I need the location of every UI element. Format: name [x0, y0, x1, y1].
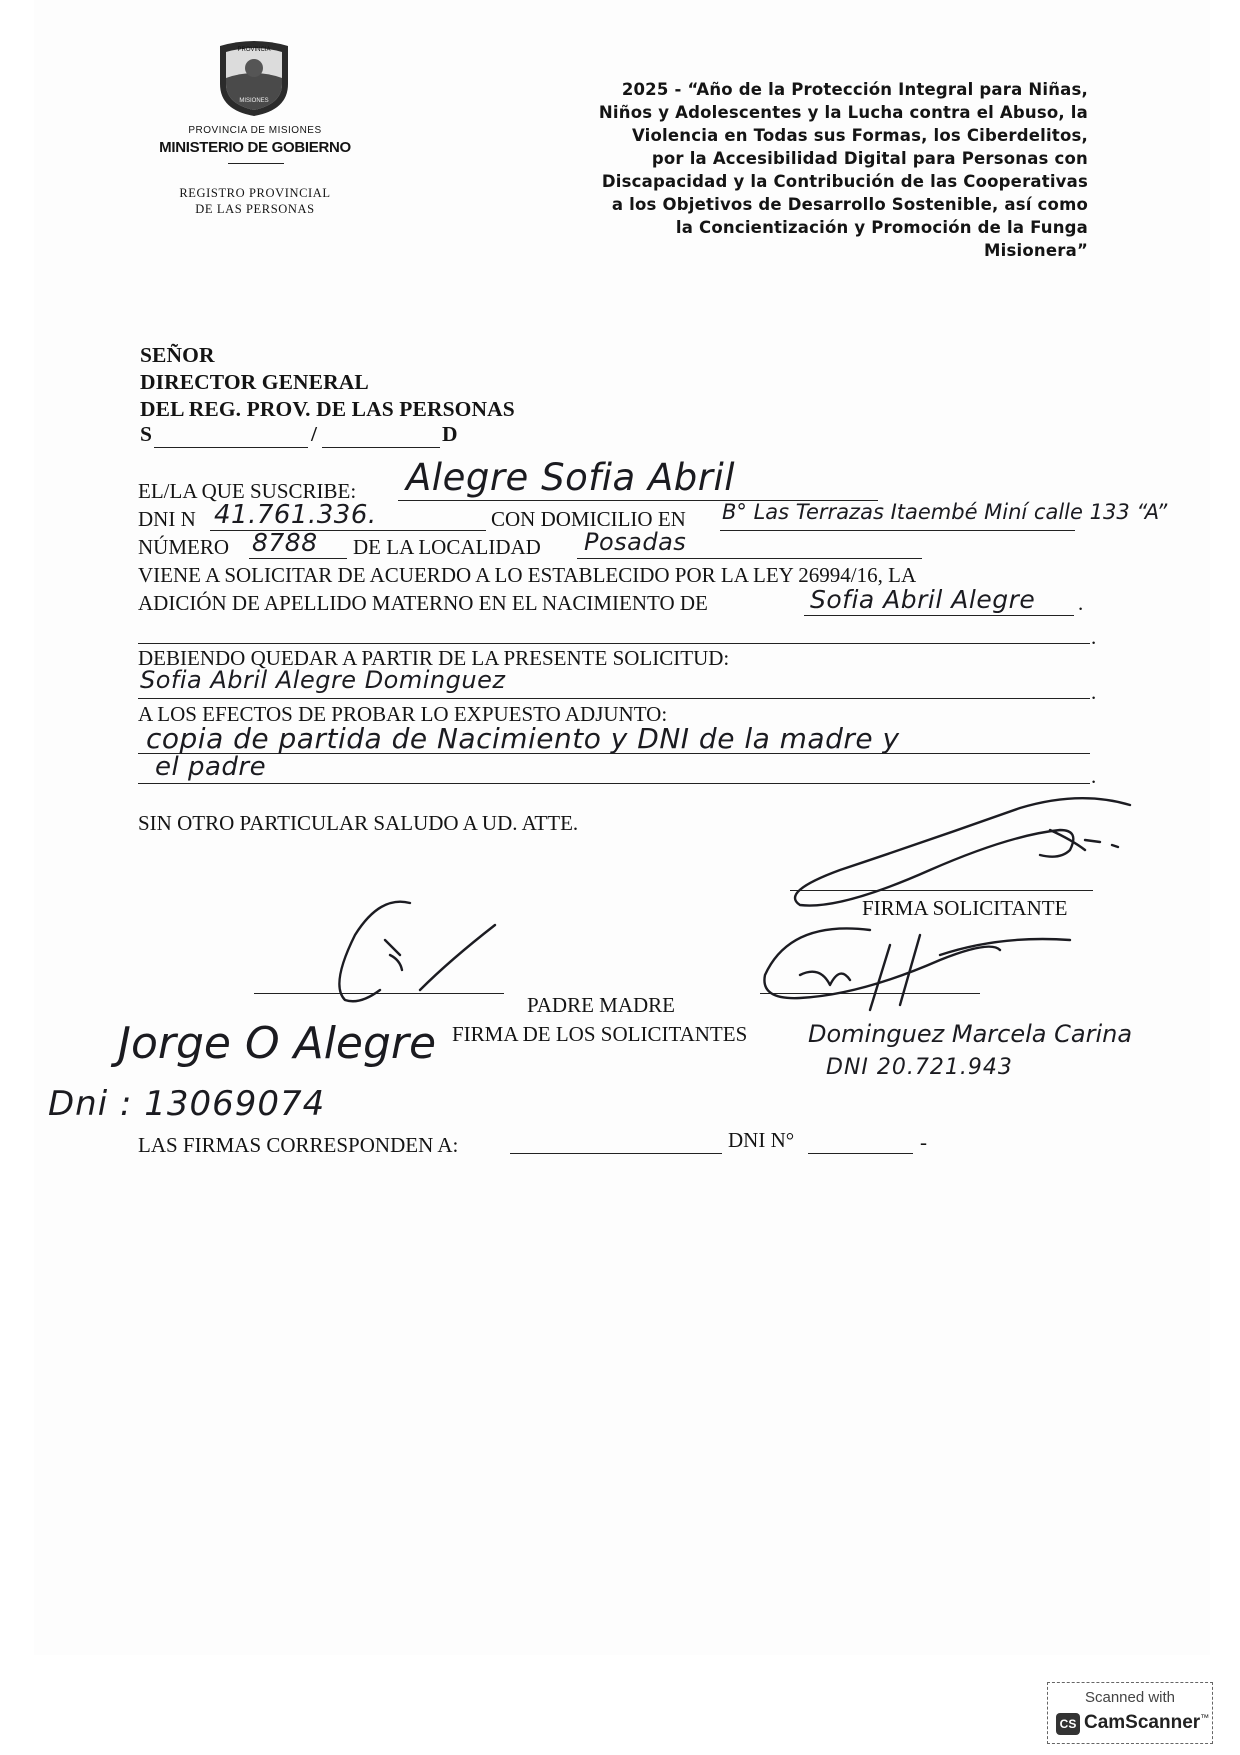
camscanner-tm: ™	[1200, 1712, 1210, 1723]
numero-field-line	[249, 558, 347, 559]
localidad-field-line	[577, 558, 922, 559]
firma-solicitante-line	[790, 890, 1093, 891]
province-name: PROVINCIA DE MISIONES	[188, 125, 322, 136]
addressee-s: S	[140, 422, 152, 446]
adicion-label: ADICIÓN DE APELLIDO MATERNO EN EL NACIMIENTO DE	[138, 591, 708, 615]
year-slogan-line: a los Objetivos de Desarrollo Sostenible, así como	[611, 195, 1088, 214]
year-slogan-line: Niños y Adolescentes y la Lucha contra el Abuso, la	[598, 103, 1088, 122]
year-slogan-line: Misionera”	[984, 241, 1088, 260]
year-slogan-line: 2025 - “Año de la Protección Integral para Niñas,	[621, 80, 1088, 99]
registry-line-2: DE LAS PERSONAS	[195, 202, 315, 216]
addressee-slash: /	[311, 422, 317, 446]
svg-text:MISIONES: MISIONES	[239, 98, 269, 104]
dni-no-label: DNI N°	[728, 1128, 795, 1152]
addressee-blank-2	[322, 447, 440, 448]
suscribe-label: EL/LA QUE SUSCRIBE:	[138, 479, 357, 503]
ley-line: VIENE A SOLICITAR DE ACUERDO A LO ESTABLECIDO POR LA LEY 26994/16, LA	[138, 563, 917, 587]
year-slogan-line: por la Accesibilidad Digital para Personas con	[651, 149, 1088, 168]
adicion-value[interactable]: Sofia Abril Alegre	[810, 585, 1036, 614]
camscanner-brand	[1084, 1712, 1209, 1734]
domicilio-value[interactable]: B° Las Terrazas Itaembé Miní calle 133 “A”	[722, 500, 1168, 524]
camscanner-brand-name: CamScanner	[1084, 1712, 1201, 1733]
year-slogan-line: Discapacidad y la Contribución de las Cooperativas	[601, 172, 1088, 191]
efectos-value-2[interactable]: el padre	[155, 752, 267, 782]
padre-handwritten-dni[interactable]: Dni : 13069074	[48, 1084, 326, 1124]
madre-handwritten-dni[interactable]: DNI 20.721.943	[826, 1055, 1013, 1080]
padre-madre-label: PADRE MADRE	[527, 993, 676, 1017]
addressee-blank-1	[154, 447, 308, 448]
scanned-with-label: Scanned with	[1084, 1689, 1176, 1706]
registry-name	[140, 185, 370, 217]
svg-text:PROVINCIA: PROVINCIA	[237, 47, 271, 53]
firma-solicitante-label: FIRMA SOLICITANTE	[862, 896, 1068, 920]
dni-value[interactable]: 41.761.336.	[214, 500, 377, 530]
addressee-line-3: DEL REG. PROV. DE LAS PERSONAS	[140, 397, 515, 421]
corresponden-label: LAS FIRMAS CORRESPONDEN A:	[138, 1133, 459, 1157]
padre-signature-line	[254, 993, 504, 994]
camscanner-logo-icon: CS	[1056, 1713, 1080, 1735]
adicion-field-line	[804, 615, 1074, 616]
addressee-d: D	[442, 422, 458, 446]
efectos-end-dot: .	[1091, 764, 1097, 788]
coat-of-arms-seal	[214, 38, 294, 118]
blank-end-dot: .	[1091, 625, 1097, 649]
closing-greeting: SIN OTRO PARTICULAR SALUDO A UD. ATTE.	[138, 811, 579, 835]
localidad-value[interactable]: Posadas	[584, 528, 687, 556]
padre-handwritten-name[interactable]: Jorge O Alegre	[118, 1018, 437, 1069]
firma-solicitantes-label: FIRMA DE LOS SOLICITANTES	[452, 1022, 748, 1046]
blank-field-line	[138, 643, 1090, 644]
debiendo-end-dot: .	[1091, 680, 1097, 704]
adicion-end-dot: .	[1078, 591, 1084, 615]
camscanner-watermark	[1047, 1682, 1213, 1744]
madre-handwritten-name[interactable]: Dominguez Marcela Carina	[808, 1020, 1133, 1048]
addressee-block	[140, 342, 515, 423]
addressee-line-1: SEÑOR	[140, 343, 215, 367]
numero-label: NÚMERO	[138, 535, 230, 559]
efectos-value-1[interactable]: copia de partida de Nacimiento y DNI de la madre y	[146, 722, 900, 755]
localidad-label: DE LA LOCALIDAD	[353, 535, 541, 559]
domicilio-field-line	[720, 530, 1075, 531]
efectos-label: A LOS EFECTOS DE PROBAR LO EXPUESTO ADJUNTO:	[138, 702, 668, 726]
year-slogan-line: Violencia en Todas sus Formas, los Ciberdelitos,	[631, 126, 1088, 145]
corresponden-field-line	[510, 1153, 722, 1154]
year-slogan-line: la Concientización y Promoción de la Funga	[675, 218, 1088, 237]
registry-line-1: REGISTRO PROVINCIAL	[179, 186, 331, 200]
numero-value[interactable]: 8788	[252, 528, 318, 557]
header-divider	[228, 163, 284, 164]
domicilio-label: CON DOMICILIO EN	[491, 507, 686, 531]
debiendo-label: DEBIENDO QUEDAR A PARTIR DE LA PRESENTE SOLICITUD:	[138, 646, 730, 670]
dni-label: DNI N	[138, 507, 196, 531]
year-slogan	[470, 78, 1088, 262]
dni-no-field-line	[808, 1153, 913, 1154]
debiendo-value[interactable]: Sofia Abril Alegre Dominguez	[140, 666, 506, 694]
ministry-name: MINISTERIO DE GOBIERNO	[159, 139, 351, 156]
dni-no-dash: -	[920, 1130, 927, 1154]
suscribe-value[interactable]: Alegre Sofia Abril	[406, 456, 736, 499]
addressee-line-2: DIRECTOR GENERAL	[140, 370, 369, 394]
debiendo-field-line	[138, 698, 1090, 699]
madre-signature-line	[760, 993, 980, 994]
efectos-field-line-2	[138, 783, 1090, 784]
